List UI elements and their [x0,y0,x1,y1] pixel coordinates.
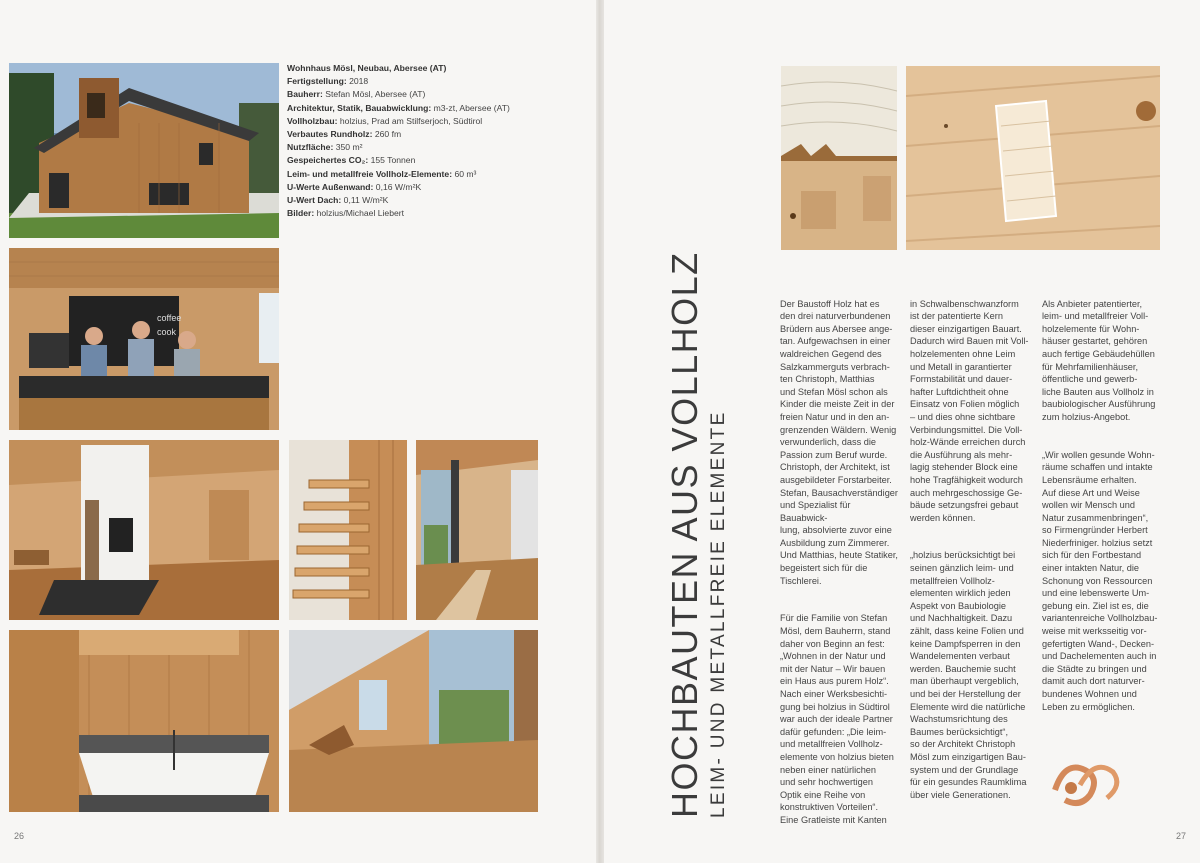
loft-room-photo [289,630,538,812]
project-info-list [287,62,527,220]
glass-corridor-photo [416,440,538,620]
left-page-number: 26 [14,831,25,841]
article-headline [665,251,731,818]
project-info-item: Bauherr: Stefan Mösl, Abersee (AT) [287,89,426,100]
project-info-item: Vollholzbau: holzius, Prad am Stilfserjoch, Südtirol [287,115,483,126]
living-room-stove-photo [9,440,279,620]
article-title: HOCHBAUTEN AUS VOLLHOLZ [664,251,705,818]
right-page-number: 27 [1176,831,1187,841]
article-subtitle: LEIM- UND METALLFREIE ELEMENTE [708,410,729,818]
house-exterior-photo [9,63,279,238]
project-info-item: Leim- und metallfreie Vollholz-Elemente: 60 m³ [287,168,477,179]
project-info-item: Verbautes Rundholz: 260 fm [287,129,402,140]
coffee-sign: coffee [157,313,182,323]
wood-element-photo [906,66,1160,250]
staircase-photo [289,440,407,620]
cook-sign: cook [157,327,177,337]
paragraph: Der Baustoff Holz hat es den drei naturverbundenen Brüdern aus Abersee ange- tan. Aufgewachsen in einer waldreichen Gegend des Salzkammerguts verbrach- ten Christoph, Matthias und Stefan Mösl schon als Kinder die meiste Zeit in der freien Natur und in den an- grenzenden Wäldern. Wenig verwunderlich, dass die Passion zum Beruf wurde. Christoph, der Architekt, ist ausgebildeter Forstarbeiter. Stefan, Bausachverständiger und Spezialist für Bauabwick- lung, absolvierte zuvor eine Ausbildung zum Zimmerer. Und Matthias, heute Statiker, begeistert sich für die Tischlerei. [780,298,898,586]
project-info-item: Nutzfläche: 350 m² [287,142,363,153]
project-info-item: Wohnhaus Mösl, Neubau, Abersee (AT) [287,63,447,73]
bathroom-photo [9,630,279,812]
project-info-item: Gespeichertes CO₂: 155 Tonnen [287,155,416,166]
project-info-item: Architektur, Statik, Bauabwicklung: m3-zt, Abersee (AT) [287,102,510,113]
project-info-item: U-Wert Dach: 0,11 W/m²K [287,195,389,206]
kitchen-brothers-photo [9,248,279,430]
paragraph: „holzius berücksichtigt bei seinen gänzlich leim- und metallfreien Vollholz- elementen wirklich jeden Aspekt von Baubiologie und Nachhaltigkeit. Dazu zählt, dass keine Folien und keine Dampfsperren in den Wandelementen verbaut werden. Bauchemie sucht man überhaupt vergeblich, und bei der Herstellung der Elemente wird die natürliche Wachstumsrichtung des Baumes berücksichtigt“, so der Architekt Christoph Mösl zum einzigartigen Bau- system und der Grundlage für ein gesundes Raumklima über viele Generationen. [910,550,1027,800]
project-info-item: Bilder: holzius/Michael Liebert [287,208,405,219]
paragraph: „Wir wollen gesunde Wohn- räume schaffen und intakte Lebensräume erhalten. Auf diese Art und Weise wollen wir Mensch und Natur zusammenbringen“, so Firmengründer Herbert Niederfriniger. holzius setzt sich für den Fortbestand einer intakten Natur, die Schonung von Ressourcen und eine lebenswerte Um- gebung ein. Ziel ist es, die variantenreiche Vollholzbau- weise mit werksseitig vor- gefertigten Wand-, Decken- und Dachelementen auch in die Städte zu bringen und damit auch dort naturver- bundenes Wohnen und Leben zu ermöglichen. [1042,449,1158,712]
paragraph: Als Anbieter patentierter, leim- und metallfreier Voll- holzelemente für Wohn- häuser gestartet, gehören auch fertige Gebäudehüllen für Mehrfamilienhäuser, öffentliche und gewerb- liche Bauten aus Vollholz in baubiologischer Ausführung zum holzius-Angebot. [1042,298,1156,422]
project-info-item: U-Werte Außenwand: 0,16 W/m²K [287,181,422,192]
paragraph: in Schwalbenschwanzform ist der patentierte Kern dieser einzigartigen Bauart. Dadurch wird Bauen mit Voll- holzelementen ohne Leim und Metall in garantierter Formstabilität und dauer- hafter Luftdichtheit ohne Einsatz von Folien möglich – und dies ohne sichtbare Verbindungsmittel. Die Voll- holz-Wände erreichen durch die Ausführung als mehr- lagig stehender Block eine hohe Tragfähigkeit wodurch auch mehrgeschossige Ge- bäude setzungsfrei gebaut werden können. [910,298,1029,523]
article-column-3 [1042,285,1167,738]
spread-gutter [596,0,604,863]
dovetail-joint-photo [781,66,897,250]
paragraph: Für die Familie von Stefan Mösl, dem Bauherrn, stand daher von Beginn an fest: „Wohnen in der Natur und mit der Natur – Wir bauen ein Haus aus purem Holz“. Nach einer Werksbesichti- gung bei holzius in Südtirol war auch der ideale Partner dafür gefunden: „Die leim- und metallfreien Vollholz- elemente von holzius bieten neben einer natürlichen und sehr hochwertigen Optik eine Reihe von konstruktiven Vorteilen“. Eine Gratleiste mit Kanten [780,613,894,825]
article-column-1 [780,285,900,852]
article-column-2 [910,285,1035,827]
project-info-item: Fertigstellung: 2018 [287,76,369,87]
wood-shavings-image [1045,750,1125,810]
